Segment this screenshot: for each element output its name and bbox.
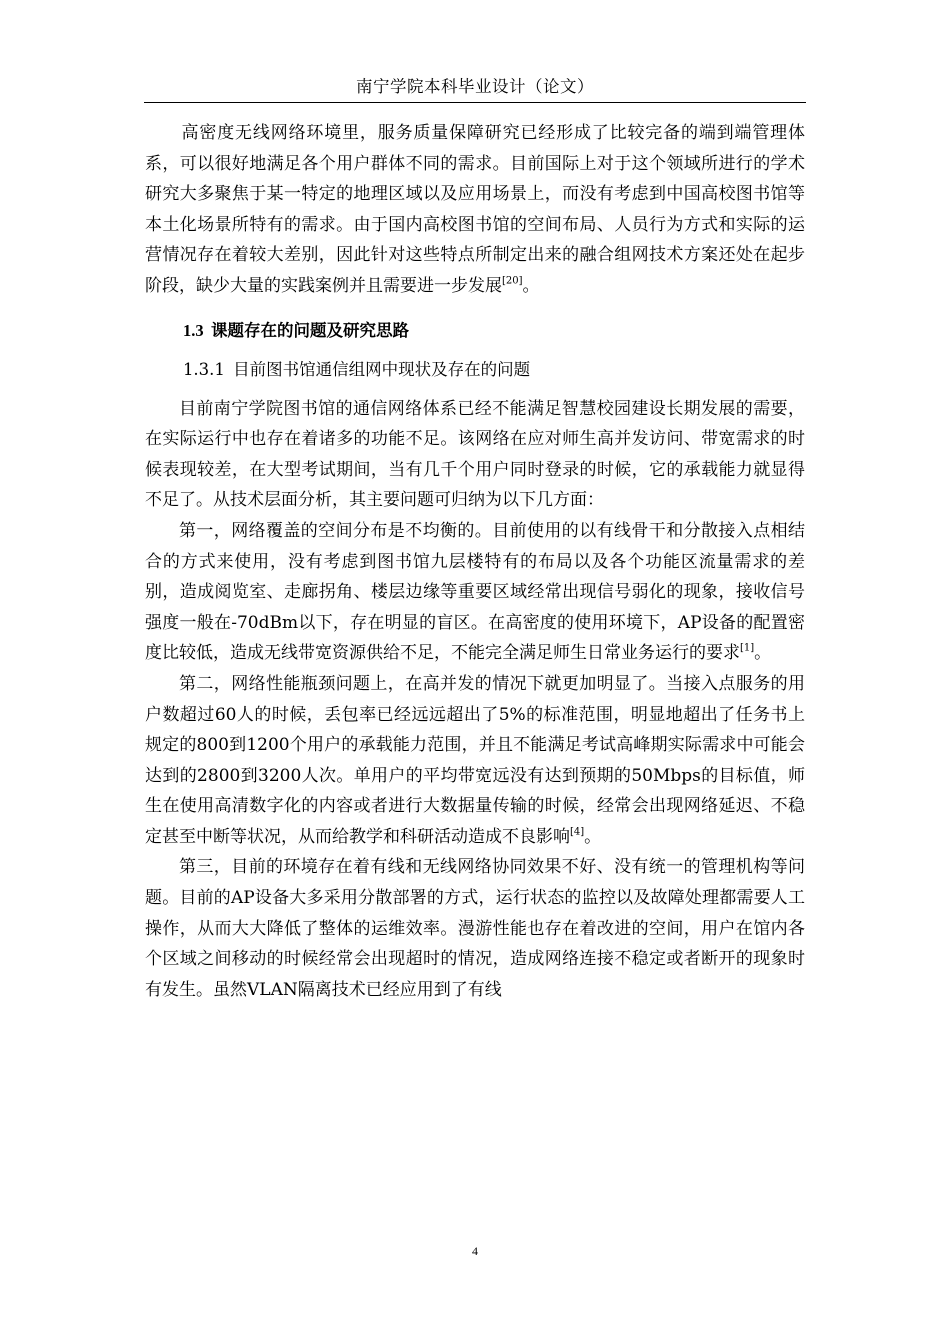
- document-body: [145, 118, 805, 1005]
- page-header: [144, 76, 806, 103]
- paragraph-coverage-issue: [145, 516, 805, 669]
- paragraph-current-status: [145, 394, 805, 516]
- section-number: 1.3: [182, 320, 204, 340]
- citation-ref: [1]: [740, 642, 755, 654]
- citation-ref: [4]: [570, 826, 585, 838]
- subsection-heading: [145, 359, 805, 381]
- paragraph-performance-issue: [145, 669, 805, 853]
- page-number: [0, 1244, 950, 1258]
- section-heading: [145, 320, 805, 342]
- paragraph-qos-research: [145, 118, 805, 302]
- section-title: 课题存在的问题及研究思路: [210, 320, 409, 340]
- page-number-text: 4: [472, 1244, 478, 1258]
- paragraph-tail: 。: [754, 643, 772, 664]
- subsection-title: 目前图书馆通信组网中现状及存在的问题: [233, 359, 531, 379]
- paragraph-text: 第一，网络覆盖的空间分布是不均衡的。目前使用的以有线骨干和分散接入点相结合的方式来使用，没有考虑到图书馆九层楼特有的布局以及各个功能区流量需求的差别，造成阅览室、走廊拐角、楼层边缘等重要区域经常出现信号弱化的现象，接收信号强度一般在-70dBm以下，存在明显的盲区。在高密度的使用环境下，AP设备的配置密度比较低，造成无线带宽资源供给不足，不能完全满足师生日常业务运行的要求: [145, 520, 805, 664]
- paragraph-text: 目前南宁学院图书馆的通信网络体系已经不能满足智慧校园建设长期发展的需要，在实际运行中也存在着诸多的功能不足。该网络在应对师生高并发访问、带宽需求的时候表现较差，在大型考试期间，当有几千个用户同时登录的时候，它的承载能力就显得不足了。从技术层面分析，其主要问题可归纳为以下几方面：: [145, 398, 805, 511]
- paragraph-management-issue: [145, 852, 805, 1005]
- paragraph-text: 高密度无线网络环境里，服务质量保障研究已经形成了比较完备的端到端管理体系，可以很好地满足各个用户群体不同的需求。目前国际上对于这个领域所进行的学术研究大多聚焦于某一特定的地理区域以及应用场景上，而没有考虑到中国高校图书馆等本土化场景所特有的需求。由于国内高校图书馆的空间布局、人员行为方式和实际的运营情况存在着较大差别，因此针对这些特点所制定出来的融合组网技术方案还处在起步阶段，缺少大量的实践案例并且需要进一步发展: [145, 123, 805, 296]
- citation-ref: [20]: [502, 275, 523, 287]
- paragraph-text: 第二，网络性能瓶颈问题上，在高并发的情况下就更加明显了。当接入点服务的用户数超过60人的时候，丢包率已经远远超出了5%的标准范围，明显地超出了任务书上规定的800到1200个用户的承载能力范围，并且不能满足考试高峰期实际需求中可能会达到的2800到3200人次。单用户的平均带宽远没有达到预期的50Mbps的目标值，师生在使用高清数字化的内容或者进行大数据量传输的时候，经常会出现网络延迟、不稳定甚至中断等状况，从而给教学和科研活动造成不良影响: [145, 673, 805, 847]
- header-title: 南宁学院本科毕业设计（论文）: [356, 77, 594, 96]
- paragraph-tail: 。: [584, 826, 602, 847]
- paragraph-text: 第三，目前的环境存在着有线和无线网络协同效果不好、没有统一的管理机构等问题。目前的AP设备大多采用分散部署的方式，运行状态的监控以及故障处理都需要人工操作，从而大大降低了整体的运维效率。漫游性能也存在着改进的空间，用户在馆内各个区域之间移动的时候经常会出现超时的情况，造成网络连接不稳定或者断开的现象时有发生。虽然VLAN隔离技术已经应用到了有线: [145, 857, 805, 1000]
- paragraph-tail: 。: [522, 275, 540, 296]
- subsection-number: 1.3.1: [182, 359, 225, 379]
